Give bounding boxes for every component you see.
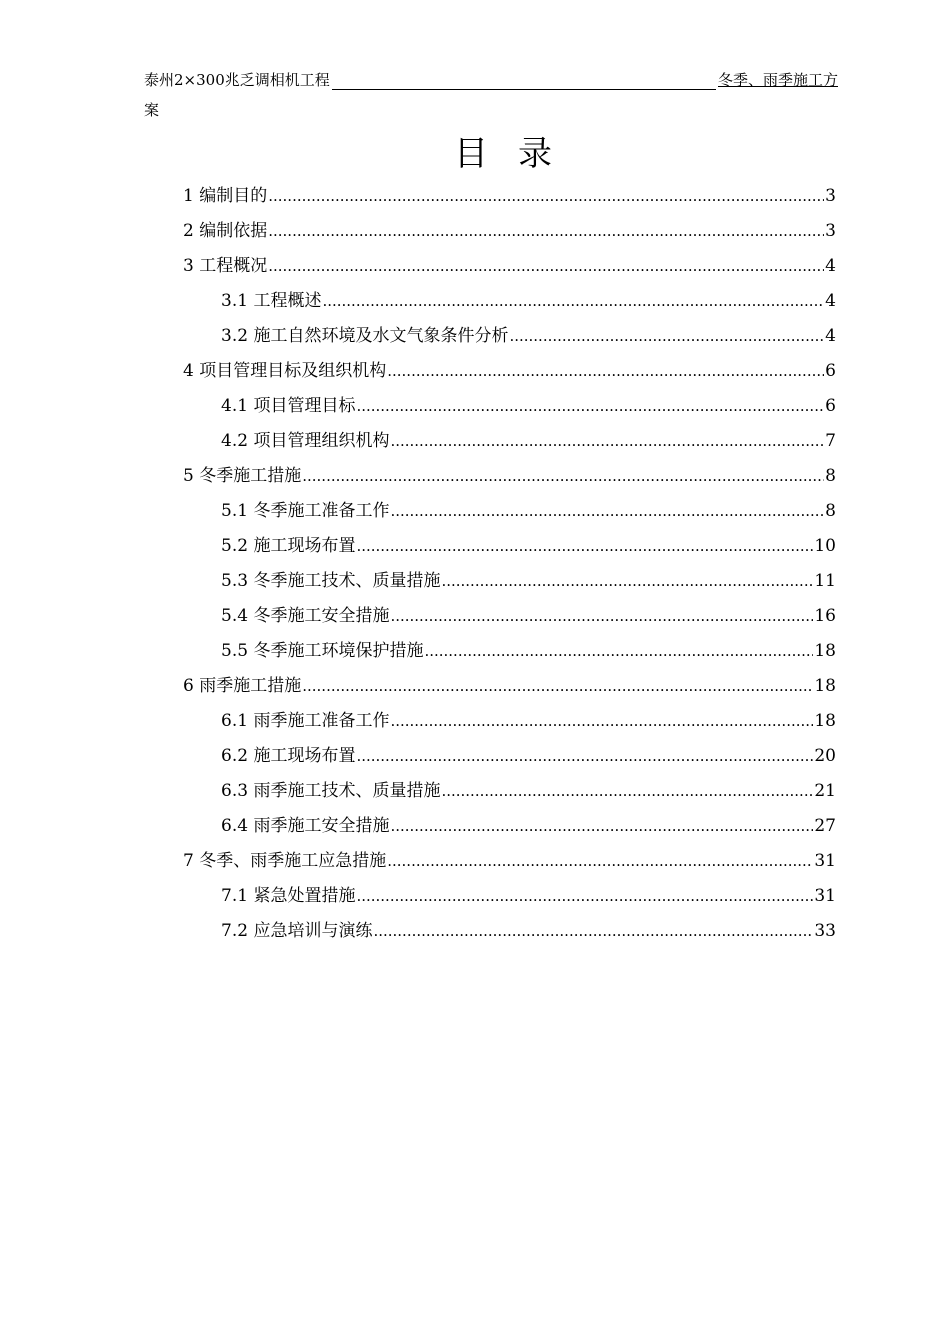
- toc-entry[interactable]: [183, 674, 836, 698]
- toc-entry-label: 5.4 冬季施工安全措施: [221, 606, 390, 626]
- toc-entry-page: 3: [825, 221, 836, 241]
- header-document-name: 冬季、雨季施工方: [717, 71, 838, 89]
- toc-entry-label: 3.1 工程概述: [221, 291, 322, 311]
- toc-entry-label: 6.2 施工现场布置: [221, 746, 356, 766]
- toc-entry-label: 4.1 项目管理目标: [221, 396, 356, 416]
- toc-entry[interactable]: [221, 814, 836, 838]
- toc-leader-dots: [302, 464, 824, 488]
- toc-entry[interactable]: [221, 324, 836, 348]
- toc-entry-page: 31: [814, 886, 836, 906]
- toc-entry-page: 20: [814, 746, 836, 766]
- toc-entry-label: 7 冬季、雨季施工应急措施: [183, 851, 387, 871]
- toc-leader-dots: [387, 359, 824, 383]
- toc-leader-dots: [509, 324, 824, 348]
- toc-entry-page: 8: [825, 501, 836, 521]
- toc-leader-dots: [373, 919, 813, 943]
- toc-entry[interactable]: [183, 849, 836, 873]
- toc-entry-page: 10: [814, 536, 836, 556]
- toc-entry[interactable]: [221, 744, 836, 768]
- toc-entry-label: 5.5 冬季施工环境保护措施: [221, 641, 424, 661]
- toc-entry-label: 6 雨季施工措施: [183, 676, 302, 696]
- toc-entry-label: 6.4 雨季施工安全措施: [221, 816, 390, 836]
- header-document-name-wrap: 案: [144, 101, 160, 119]
- toc-entry[interactable]: [221, 709, 836, 733]
- toc-entry[interactable]: [183, 254, 836, 278]
- toc-entry[interactable]: [221, 639, 836, 663]
- toc-entry-label: 6.1 雨季施工准备工作: [221, 711, 390, 731]
- toc-title: 目录: [454, 134, 582, 174]
- toc-leader-dots: [441, 569, 813, 593]
- toc-entry-page: 4: [825, 256, 836, 276]
- toc-entry-label: 1 编制目的: [183, 186, 268, 206]
- toc-entry-page: 6: [825, 396, 836, 416]
- page-header: [144, 70, 838, 120]
- toc-entry-label: 3 工程概况: [183, 256, 268, 276]
- header-project-name: 泰州2×300兆乏调相机工程: [144, 71, 330, 89]
- toc-entry-page: 11: [814, 571, 836, 591]
- toc-entry[interactable]: [183, 359, 836, 383]
- toc-entry-label: 3.2 施工自然环境及水文气象条件分析: [221, 326, 509, 346]
- toc-entry[interactable]: [221, 429, 836, 453]
- toc-entry-label: 7.1 紧急处置措施: [221, 886, 356, 906]
- toc-entry-page: 31: [814, 851, 836, 871]
- toc-leader-dots: [356, 744, 813, 768]
- toc-leader-dots: [390, 604, 813, 628]
- toc-leader-dots: [441, 779, 813, 803]
- toc-entry[interactable]: [221, 569, 836, 593]
- toc-leader-dots: [356, 394, 824, 418]
- toc-leader-dots: [356, 534, 813, 558]
- toc-entry[interactable]: [221, 884, 836, 908]
- toc-entry-label: 5.2 施工现场布置: [221, 536, 356, 556]
- toc-leader-dots: [390, 709, 813, 733]
- toc-entry-page: 16: [814, 606, 836, 626]
- toc-entry[interactable]: [221, 534, 836, 558]
- toc-entry-page: 18: [814, 641, 836, 661]
- toc-entry[interactable]: [183, 464, 836, 488]
- toc-entry[interactable]: [221, 604, 836, 628]
- toc-entry-page: 18: [814, 711, 836, 731]
- toc-entry-page: 8: [825, 466, 836, 486]
- toc-leader-dots: [268, 219, 824, 243]
- toc-entry-label: 6.3 雨季施工技术、质量措施: [221, 781, 441, 801]
- toc-leader-dots: [390, 499, 824, 523]
- toc-entry-page: 18: [814, 676, 836, 696]
- toc-leader-dots: [424, 639, 813, 663]
- toc-entry-page: 27: [814, 816, 836, 836]
- header-row: [144, 70, 838, 90]
- toc-entry-label: 7.2 应急培训与演练: [221, 921, 373, 941]
- toc-entry-label: 4 项目管理目标及组织机构: [183, 361, 387, 381]
- toc-entry-page: 21: [814, 781, 836, 801]
- toc-entry-page: 3: [825, 186, 836, 206]
- toc-leader-dots: [387, 849, 813, 873]
- toc-entry-label: 2 编制依据: [183, 221, 268, 241]
- toc-entry-page: 6: [825, 361, 836, 381]
- toc-entry[interactable]: [221, 289, 836, 313]
- toc-leader-dots: [268, 254, 824, 278]
- toc-entry-page: 4: [825, 291, 836, 311]
- toc-leader-dots: [390, 429, 824, 453]
- toc-entry[interactable]: [183, 184, 836, 208]
- toc-leader-dots: [268, 184, 824, 208]
- toc-entry[interactable]: [221, 499, 836, 523]
- toc-entry-label: 5.3 冬季施工技术、质量措施: [221, 571, 441, 591]
- header-rule: [332, 74, 716, 90]
- toc-entry[interactable]: [221, 919, 836, 943]
- toc-entry[interactable]: [221, 779, 836, 803]
- toc-entry-page: 4: [825, 326, 836, 346]
- toc-entry[interactable]: [221, 394, 836, 418]
- toc-entry-page: 7: [825, 431, 836, 451]
- toc-entry-label: 4.2 项目管理组织机构: [221, 431, 390, 451]
- toc-entry[interactable]: [183, 219, 836, 243]
- toc-leader-dots: [322, 289, 824, 313]
- toc-leader-dots: [302, 674, 813, 698]
- toc-leader-dots: [356, 884, 813, 908]
- toc-leader-dots: [390, 814, 813, 838]
- toc-entry-label: 5 冬季施工措施: [183, 466, 302, 486]
- toc-entry-page: 33: [814, 921, 836, 941]
- toc-entry-label: 5.1 冬季施工准备工作: [221, 501, 390, 521]
